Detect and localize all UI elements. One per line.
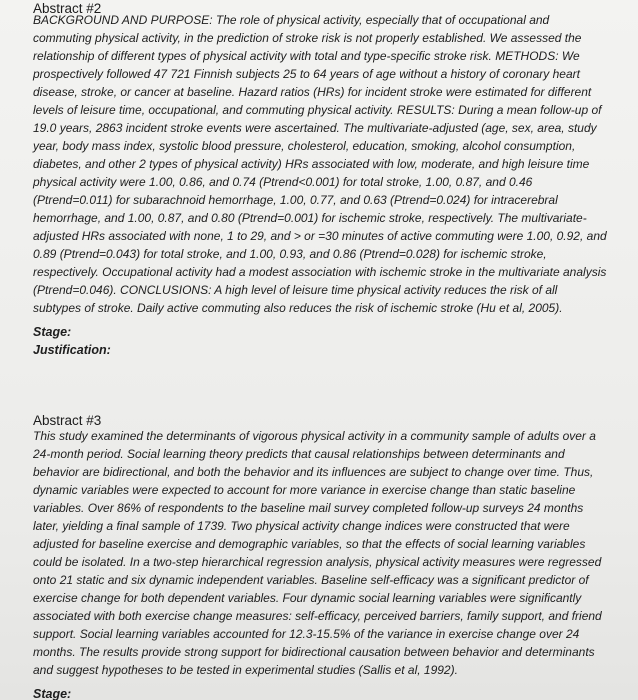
abstract-3-line: 24-month period. Social learning theory predicts that causal relationships between determinants and — [33, 447, 565, 461]
abstract-3-line: support. Social learning variables accounted for 12.3-15.5% of the variance in exercise change over 24 — [33, 627, 580, 641]
abstract-2-line: prospectively followed 47 721 Finnish subjects 25 to 64 years of age without a history of coronary heart — [33, 67, 580, 81]
abstract-2-line: diabetes, and other 2 types of physical activity) HRs associated with low, moderate, and high leisure time — [33, 157, 590, 171]
abstract-3-line: could be isolated. In a two-step hierarchical regression analysis, physical activity measures were regressed — [33, 555, 602, 569]
abstract-2-line: subtypes of stroke. Daily active commuting also reduces the risk of ischemic stroke (Hu et al, 2005). — [33, 301, 563, 315]
abstract-3-line: later, yielding a final sample of 1739. Two physical activity change indices were constructed that were — [33, 519, 570, 533]
abstract-2-line: respectively. Occupational activity had a modest association with ischemic stroke in the multivariate analysis — [33, 265, 607, 279]
abstract-2-line: levels of leisure time, occupational, and commuting physical activity. RESULTS: During a mean follow-up of — [33, 103, 602, 117]
abstract-2-line: 19.0 years, 2863 incident stroke events were ascertained. The multivariate-adjusted (age, sex, area, study — [33, 121, 597, 135]
abstract-2-line: hemorrhage, and 1.00, 0.87, and 0.80 (Ptrend=0.001) for ischemic stroke, respectively. The multivariate- — [33, 211, 587, 225]
abstract-2-line: (Ptrend=0.046). CONCLUSIONS: A high level of leisure time physical activity reduces the risk of all — [33, 283, 558, 297]
abstract-3-line: associated with both exercise change measures: self-efficacy, perceived barriers, family support, and friend — [33, 609, 602, 623]
abstract-2-justification-label: Justification: — [33, 343, 111, 357]
abstract-3-line: variables. Over 86% of respondents to the baseline mail survey completed follow-up surveys 24 months — [33, 501, 584, 515]
abstract-3-line: dynamic variables were expected to account for more variance in exercise change than static baseline — [33, 483, 576, 497]
abstract-3-line: exercise change for both dependent variables. Four dynamic social learning variables were significantly — [33, 591, 582, 605]
abstract-2-line: commuting physical activity, in the prediction of stroke risk is not properly established. We assessed the — [33, 31, 582, 45]
abstract-3-line: onto 21 static and six dynamic independent variables. Baseline self-efficacy was a significant predictor of — [33, 573, 589, 587]
abstract-2-line: adjusted HRs associated with none, 1 to 29, and > or =30 minutes of active commuting were 1.00, 0.92, and — [33, 229, 607, 243]
abstract-3-line: and suggest hypotheses to be tested in experimental studies (Sallis et al, 1992). — [33, 663, 458, 677]
abstract-3-line: behavior are bidirectional, and both the behavior and its influences are subject to change over time. Thus, — [33, 465, 594, 479]
abstract-2-line: relationship of different types of physical activity with total and type-specific stroke risk. METHODS: We — [33, 49, 580, 63]
abstract-2-line: (Ptrend=0.011) for subarachnoid hemorrhage, 1.00, 0.77, and 0.63 (Ptrend=0.024) for intracerebral — [33, 193, 558, 207]
abstract-2-line: 0.89 (Ptrend=0.043) for total stroke, and 1.00, 0.93, and 0.86 (Ptrend=0.028) for ischemic stroke, — [33, 247, 547, 261]
abstract-3-heading: Abstract #3 — [33, 413, 102, 428]
abstract-3-line: adjusted for baseline exercise and demographic variables, so that the effects of social learning variables — [33, 537, 586, 551]
abstract-3-line: months. The results provide strong support for bidirectional causation between behavior and determinants — [33, 645, 595, 659]
abstract-2-stage-label: Stage: — [33, 325, 72, 339]
abstract-2-line: year, body mass index, systolic blood pressure, cholesterol, education, smoking, alcohol consumption, — [33, 139, 576, 153]
abstract-2-line: disease, stroke, or cancer at baseline. Hazard ratios (HRs) for incident stroke were estimated for different — [33, 85, 592, 99]
abstract-2-line: physical activity were 1.00, 0.86, and 0.74 (Ptrend<0.001) for total stroke, 1.00, 0.87, and 0.46 — [33, 175, 533, 189]
abstract-3-line: This study examined the determinants of vigorous physical activity in a community sample of adults over a — [33, 429, 596, 443]
abstract-3-stage-label: Stage: — [33, 687, 72, 700]
abstract-2-heading: Abstract #2 — [33, 1, 102, 16]
abstract-2-line: BACKGROUND AND PURPOSE: The role of physical activity, especially that of occupational and — [33, 13, 550, 27]
